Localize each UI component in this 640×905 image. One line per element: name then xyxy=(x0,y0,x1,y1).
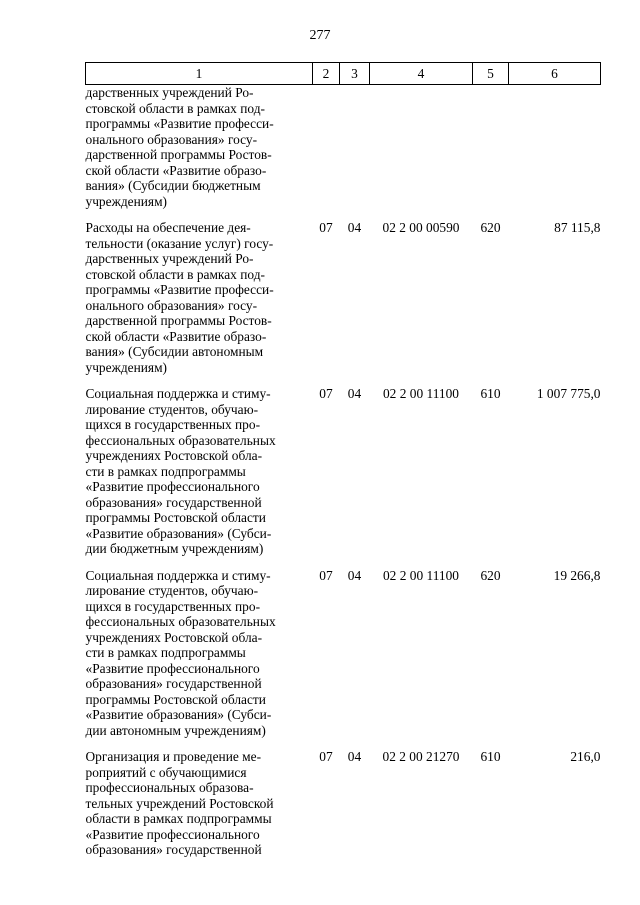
row-target: 02 2 00 11100 xyxy=(382,386,459,401)
row-section: 07 xyxy=(319,220,333,235)
budget-table xyxy=(85,62,601,858)
table-row xyxy=(86,749,601,858)
row-target: 02 2 00 00590 xyxy=(382,220,460,235)
header-cell-1: 1 xyxy=(86,63,313,85)
row-type: 610 xyxy=(480,749,501,764)
page-number: 277 xyxy=(309,28,331,43)
row-type: 610 xyxy=(480,386,501,401)
row-amount xyxy=(509,85,601,210)
table-row xyxy=(86,85,601,210)
row-target xyxy=(370,85,473,210)
row-description: Социальная поддержка и стиму- лирование студентов, обучаю- щихся в государственных про- фессиональных образовательных учреждениях Ростовской обла- сти в рамках подпрограммы «Развитие профессионального образования» государственной программы Ростовской области «Развитие образования» (Субси- дии бюджетным учреждениям) xyxy=(85,386,276,556)
row-description: дарственных учреждений Ро- стовской области в рамках под- программы «Развитие професси- онального образования» госу- дарственной программы Ростов- ской области «Развитие образо- вания» (Субсидии бюджетным учреждениям) xyxy=(85,85,274,209)
row-type xyxy=(473,85,509,210)
row-type: 620 xyxy=(480,220,501,235)
row-subsection xyxy=(340,85,370,210)
header-row xyxy=(86,63,601,85)
table-row xyxy=(86,568,601,739)
header-cell-3: 3 xyxy=(340,63,370,85)
row-subsection: 04 xyxy=(347,749,362,764)
header-cell-4: 4 xyxy=(370,63,473,85)
row-amount: 87 115,8 xyxy=(554,220,601,235)
row-amount: 216,0 xyxy=(570,749,601,764)
row-target: 02 2 00 21270 xyxy=(382,749,460,764)
header-cell-6: 6 xyxy=(509,63,601,85)
row-description: Расходы на обеспечение дея- тельности (оказание услуг) госу- дарственных учреждений Ро- стовской области в рамках под- программы «Развитие професси- онального образования» госу- дарственной программы Ростов- ской области «Развитие образо- вания» (Субсидии автономным учреждениям) xyxy=(85,220,274,375)
row-subsection: 04 xyxy=(347,220,362,235)
table-row xyxy=(86,220,601,375)
row-subsection: 04 xyxy=(347,567,362,583)
row-section: 07 xyxy=(319,567,333,583)
row-section: 07 xyxy=(319,386,333,401)
row-subsection: 04 xyxy=(347,386,362,401)
row-type: 620 xyxy=(480,567,501,583)
header-cell-5: 5 xyxy=(473,63,509,85)
row-description: Организация и проведение ме- роприятий с обучающимися профессиональных образова- тельных учреждений Ростовской области в рамках подпрограммы «Развитие профессионального образования» государственной xyxy=(85,749,274,857)
row-section xyxy=(313,85,340,210)
table-row xyxy=(86,386,601,557)
row-description: Социальная поддержка и стиму- лирование студентов, обучаю- щихся в государственных про- фессиональных образовательных учреждениях Ростовской обла- сти в рамках подпрограммы «Развитие профессионального образования» государственной программы Ростовской области «Развитие образования» (Субси- дии автономным учреждениям) xyxy=(85,567,276,738)
row-amount: 1 007 775,0 xyxy=(536,386,601,401)
header-cell-2: 2 xyxy=(313,63,340,85)
row-section: 07 xyxy=(319,749,333,764)
row-amount: 19 266,8 xyxy=(553,567,601,583)
row-target: 02 2 00 11100 xyxy=(382,567,459,583)
